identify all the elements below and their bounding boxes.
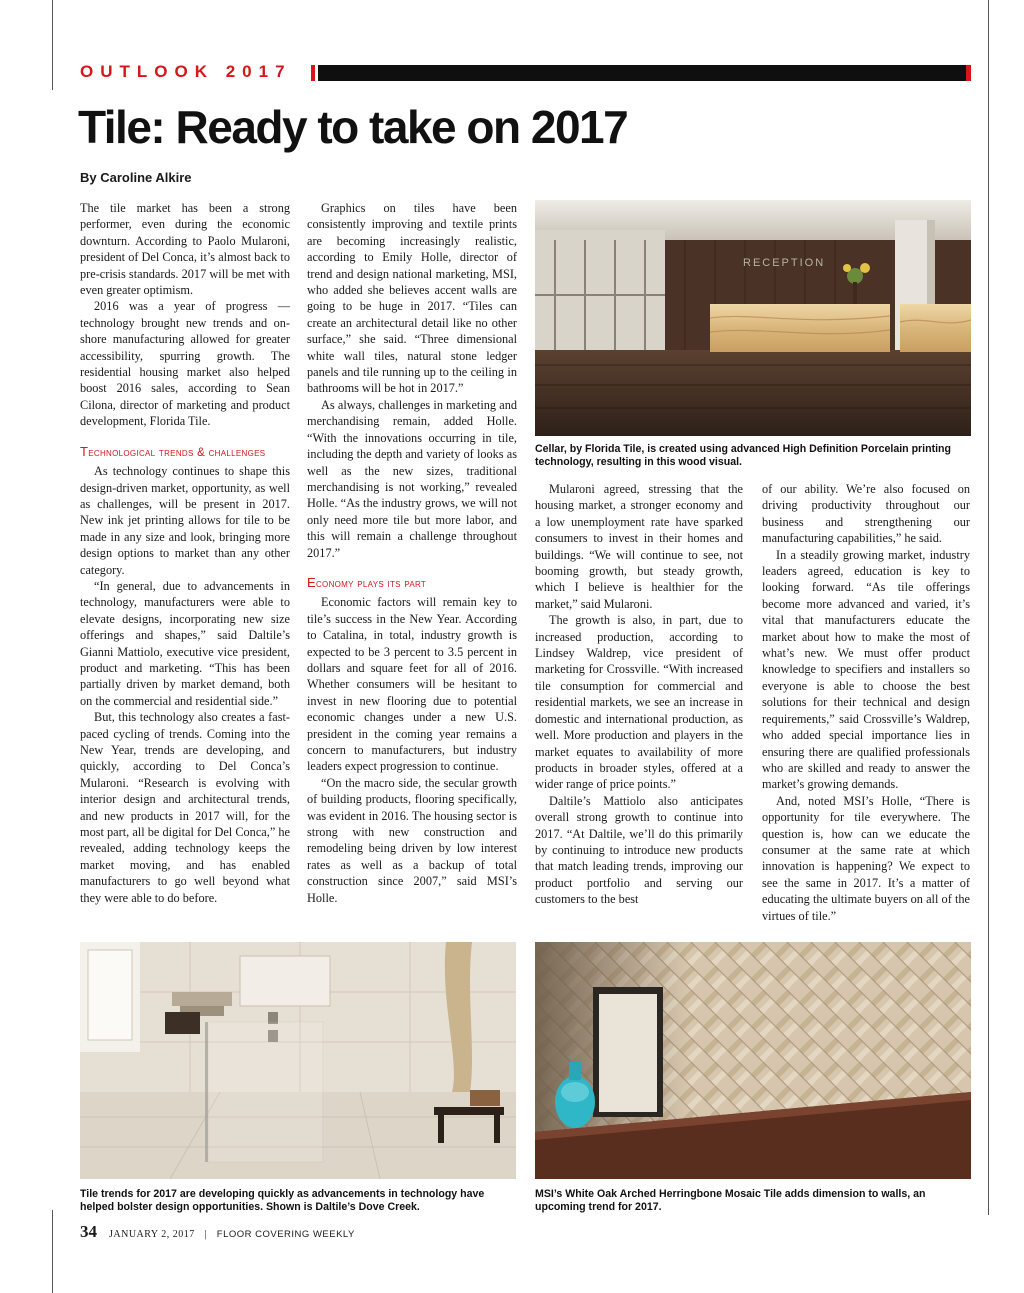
paragraph: The tile market has been a strong performer, even during the economic downturn. According to Paolo Mularoni, president of Del Conca, it’s almost back to pre-crisis standards. 2017 will be met with even greater optimism. [80,201,290,298]
footer-separator: | [204,1229,207,1240]
issue-date: JANUARY 2, 2017 [109,1229,195,1240]
paragraph: But, this technology also creates a fast-paced cycling of trends. Coming into the New Year, trends are developing, and quickly, according to Del Conca’s Mularoni. “Research is evolving with interior design and architectural trends, and new products in 2017 will, for the most part, all be digital for Del Conca,” he revealed, adding technology keeps the market moving, and has enabled manufacturers to go well beyond what they were able to do before. [80,710,290,905]
paragraph: Economic factors will remain key to tile’s success in the New Year. According to Catalina, in total, industry growth is expected to be 3 percent to 3.5 percent in dollars and square feet for all of 2016. Whether consumers will be hesitant to invest in new flooring due to potential economic changes under a new U.S. president in the coming year remains a concern to manufacturers, but industry leaders expect progression to continue. [307,595,517,774]
text-column-4 [762,481,970,924]
paragraph: Mularoni agreed, stressing that the housing market, a stronger economy and a low unemployment rate have sparked consumers to invest in their homes and buildings. “We will continue to see, not booming growth, but steady growth, which I believe is healthier for the market,” said Mularoni. [535,482,743,611]
subhead-economy: Economy plays its part [307,574,427,590]
lobby-illustration [535,200,971,436]
crop-mark-left-bottom [52,1210,53,1293]
paragraph: Daltile’s Mattiolo also anticipates overall strong growth to continue into 2017. “At Daltile, we’ll do this primarily by continuing to introduce new products that match leading trends, improving our product portfolio and serving our customers to the best [535,793,743,907]
text-column-1 [80,200,290,906]
caption-lobby: Cellar, by Florida Tile, is created using advanced High Definition Porcelain printing technology, resulting in this wood visual. [535,443,951,468]
paragraph: And, noted MSI’s Holle, “There is opportunity for tile everywhere. The question is, how can we educate the consumer at the same rate at which innovation is happening? We expect to see the same in 2017. It’s a matter of educating the ultimate buyers on all of the virtues of tile.” [762,793,970,923]
paragraph: 2016 was a year of progress — technology brought new trends and on-shore manufacturing allowed for greater accessibility, spurring growth. The residential housing market also helped boost 2016 sales, according to Sean Cilona, director of marketing and product development, Florida Tile. [80,299,290,429]
kicker-rule-end [966,65,971,81]
reception-sign: RECEPTION [743,257,826,269]
paragraph: of our ability. We’re also focused on driving productivity throughout our business and strengthening our manufacturing capabilities,” he said. [762,482,970,546]
photo-bathroom-dove-creek [80,942,516,1179]
photo-herringbone-mosaic [535,942,971,1179]
headline: Tile: Ready to take on 2017 [78,101,628,153]
kicker-tick [311,65,315,81]
paragraph: “On the macro side, the secular growth of building products, flooring specifically, was evident in 2016. The housing sector is strong with new construction and remodeling being driven by low interest rates as well as a backup of total construction since 2007,” said MSI’s Holle. [307,775,517,905]
publication-name: FLOOR COVERING WEEKLY [216,1229,355,1240]
caption-bathroom: Tile trends for 2017 are developing quickly as advancements in technology have helped bolster design opportunities. Shown is Daltile’s Dove Creek. [80,1188,485,1213]
paragraph: As technology continues to shape this design-driven market, opportunity, as well as challenges, will be present in 2017. New ink jet printing allows for tile to be made in any size and look, bringing more design options to market than any other category. [80,464,290,577]
caption-mosaic: MSI’s White Oak Arched Herringbone Mosaic Tile adds dimension to walls, an upcoming trend for 2017. [535,1188,926,1213]
bathroom-illustration [80,942,516,1179]
paragraph: “In general, due to advancements in technology, manufacturers were able to elevate designs, incorporating new size offerings and shapes,” said Daltile’s Gianni Mattiolo, executive vice president, product and marketing. “This has been partially driven by market demand, both on the commercial and residential side.” [80,578,290,708]
crop-mark-left-top [52,0,53,90]
page-number: 34 [80,1222,97,1241]
paragraph: As always, challenges in marketing and merchandising remain, added Holle. “With the innovations occurring in tile, including the depth and variety of looks as well as the new sizes, traditional merchandising is not working,” revealed Holle. “As the industry grows, we will not only need more tile but more labor, and this will remain a challenge throughout 2017.” [307,397,517,560]
text-column-2 [307,200,517,906]
paragraph: In a steadily growing market, industry leaders agreed, education is key to looking forward. “As tile offerings become more advanced and varied, it’s vital that manufacturers educate the market about how to make the most of what’s new. We must offer product knowledge to specifiers and installers so everyone is able to choose the best solutions for their technical and design requirements,” said Crossville’s Waldrep, who added special importance lies in ensuring there are qualified professionals who are skilled and ready to answer the market’s growing demands. [762,547,970,792]
paragraph: Graphics on tiles have been consistently improving and textile prints are becoming increasingly realistic, according to Emily Holle, director of trend and design national marketing, MSI, who added she believes accent walls are going to be huge in 2017. “Tiles can create an architectural detail like no other surface,” she said. “Three dimensional white wall tiles, natural stone ledger panels and tile running up to the ceiling in bathrooms will be hot in 2017.” [307,201,517,396]
mosaic-illustration [535,942,971,1179]
photo-lobby-wood-tile [535,200,971,436]
page-footer [80,1222,355,1242]
crop-mark-right [988,0,989,1215]
subhead-tech-trends: Technological trends & challenges [80,443,266,459]
kicker-rule [318,65,966,81]
paragraph: The growth is also, in part, due to increased production, according to Lindsey Waldrep, vice president of marketing for Crossville. “With increased tile consumption for commercial and residential markets, we see an increase in domestic and international production, as well. More production and players in the market equates to availability of more products in broader styles, offered at a wider range of price points.” [535,613,743,792]
section-kicker: OUTLOOK 2017 [80,62,292,81]
byline: By Caroline Alkire [80,170,192,185]
text-column-3 [535,481,743,908]
